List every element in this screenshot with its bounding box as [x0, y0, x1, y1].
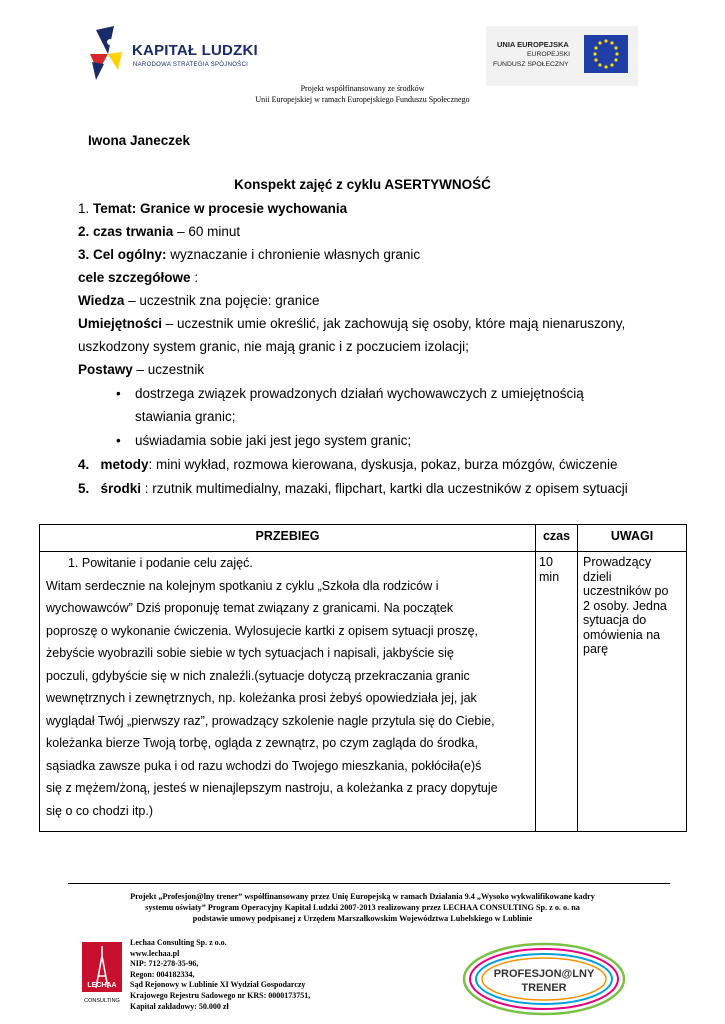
przebieg-line: wyglądał Twój „pierwszy raz”, prowadzący szkolenie nagle przytula się do Ciebie,	[46, 713, 495, 728]
bullet1-line1: dostrzega związek prowadzonych działań wychowawczych z umiejętnością	[135, 386, 584, 401]
cofinancing-line1: Projekt współfinansowany ze środków	[300, 84, 425, 93]
przebieg-line: wewnętrznych i zewnętrznych, np. koleżanka prosi żebyś opowiedziała jej, jak	[46, 691, 477, 705]
przebieg-line: poproszę o wykonanie ćwiczenia. Wylosujecie kartki z opisem sytuacji proszę,	[46, 623, 479, 638]
header-przebieg: PRZEBIEG	[255, 529, 320, 543]
przebieg-line: się z mężem/żoną, jesteś w nienajlepszym nastroju, a koleżanka z pracy dopytuje	[46, 781, 498, 795]
kapital-ludzki-title: KAPITAŁ LUDZKI	[132, 42, 258, 59]
przebieg-line: żebyście wyobrazili sobie siebie w tych sytuacjach i napisali, jakbyście się	[46, 646, 454, 660]
footer-project-line3: podstawie umowy podpisanej z Urzędem Marszałkowskim Województwa Lubelskiego w Lublinie	[192, 914, 533, 923]
bullet1-line2: stawiania granic;	[135, 409, 236, 424]
item-cele-szczegolowe: cele szczegółowe :	[78, 270, 199, 285]
bullet2: uświadamia sobie jaki jest jego system granic;	[135, 433, 412, 448]
przebieg-line: 1. Powitanie i podanie celu zajęć.	[68, 556, 253, 570]
document-title: Konspekt zajęć z cyklu ASERTYWNOŚĆ	[234, 177, 491, 192]
bullet-dot: •	[116, 433, 121, 448]
eu-flag-icon	[584, 35, 628, 73]
footer-divider	[68, 883, 670, 884]
header-czas: czas	[542, 529, 571, 543]
przebieg-line: się o co chodzi itp.)	[46, 803, 153, 818]
footer-project-line2: systemu oświaty” Program Operacyjny Kapitał Ludzki 2007-2013 realizowany przez LECHAA CONSULTING Sp. z o. o. na	[145, 903, 580, 912]
przebieg-line: sąsiadka zawsze puka i od razu wchodzi do Twojego mieszkania, pokłóciła(e)ś	[46, 758, 482, 773]
prof-logo-line2: TRENER	[521, 982, 567, 994]
item-czas: 2. czas trwania – 60 minut	[78, 224, 241, 239]
przebieg-line: poczuli, gdybyście się w nich znaleźli.(sytuacje dotyczą przekraczania granic	[46, 668, 470, 683]
kapital-ludzki-subtitle: NARODOWA STRATEGIA SPÓJNOŚCI	[133, 62, 249, 68]
cell-uwagi: Prowadzący dzieli uczestników po 2 osoby. Jedna sytuacja do omówienia na parę	[583, 555, 669, 656]
eu-logo-line3: FUNDUSZ SPOŁECZNY	[493, 61, 569, 68]
przebieg-line: koleżanka bierze Twoją torbę, ogląda z zewnątrz, po czym zagląda do środka,	[46, 736, 478, 750]
profesjonalny-trener-logo	[460, 940, 628, 1018]
company-info: Lechaa Consulting Sp. z o.o. www.lechaa.pl NIP: 712-278-35-96, Regon: 004182334, Sąd Rejonowy w Lublinie XI Wydział Gospodarczy Krajowego Rejestru Sadowego nr KRS: 0000173751, Kapitał zakładowy: 50.000 zł	[130, 938, 311, 1011]
item-postawy: Postawy – uczestnik	[78, 362, 205, 377]
lesson-table	[39, 524, 687, 832]
item-wiedza: Wiedza – uczestnik zna pojęcie: granice	[78, 293, 320, 308]
przebieg-line: Witam serdecznie na kolejnym spotkaniu z cyklu „Szkoła dla rodziców i	[46, 578, 439, 593]
author-name: Iwona Janeczek	[88, 133, 191, 148]
eu-logo-line2: EUROPEJSKI	[527, 51, 571, 58]
item-metody: 4. metody: mini wykład, rozmowa kierowana, dyskusja, pokaz, burza mózgów, ćwiczenie	[78, 457, 618, 472]
item-temat: 1. Temat: Granice w procesie wychowania	[78, 201, 348, 216]
lechaa-logo	[82, 942, 122, 1006]
item-cel-ogolny: 3. Cel ogólny: wyznaczanie i chronienie własnych granic	[78, 247, 421, 262]
bullet-dot: •	[116, 386, 121, 401]
lechaa-logo-text: LECHAA	[87, 982, 117, 989]
lechaa-logo-sub: CONSULTING	[84, 998, 120, 1004]
item-srodki: 5. środki : rzutnik multimedialny, mazaki, flipchart, kartki dla uczestników z opisem sytuacji	[78, 481, 628, 496]
eu-logo-line1: UNIA EUROPEJSKA	[497, 40, 569, 49]
footer-project-line1: Projekt „Profesjon@lny trener” współfinansowany przez Unię Europejską w ramach Działania 9.4 „Wysoko wykwalifikowane kadry	[130, 892, 595, 901]
item-umiejetnosci-cont: uszkodzony system granic, nie mają granic i z poczuciem izolacji;	[78, 339, 469, 354]
cofinancing-line2: Unii Europejskiej w ramach Europejskiego Funduszu Społecznego	[255, 95, 470, 104]
cell-przebieg	[46, 552, 534, 822]
prof-logo-line1: PROFESJON@LNY	[493, 968, 595, 980]
przebieg-line: wychowawców” Dziś proponuję temat związany z granicami. Na początek	[46, 601, 454, 615]
lechaa-tower-icon	[82, 942, 122, 1006]
kapital-ludzki-emblem-icon	[88, 24, 132, 84]
cell-czas: 10 min	[539, 555, 560, 584]
item-umiejetnosci: Umiejętności – uczestnik umie określić, jak zachowują się osoby, które mają nienaruszony,	[78, 316, 626, 331]
header-uwagi: UWAGI	[610, 529, 654, 543]
